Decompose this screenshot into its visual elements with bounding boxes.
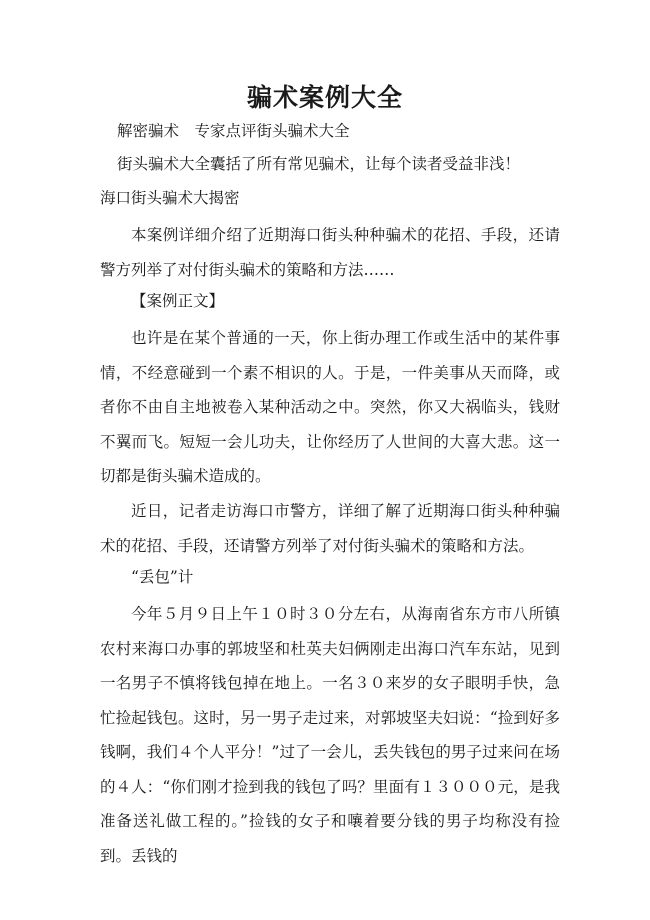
intro-line: 街头骗术大全囊括了所有常见骗术，让每个读者受益非浅！ bbox=[117, 155, 521, 173]
document-title: 骗术案例大全 bbox=[246, 83, 403, 112]
body-paragraph-2: 近日，记者走访海口市警方，详细了解了近期海口街头种种骗术的花招、手段，还请警方列举了对付街头骗术的策略和方法。 bbox=[100, 502, 560, 555]
case-label: 【案例正文】 bbox=[131, 292, 225, 310]
body-paragraph-3: 今年５月９日上午１０时３０分左右，从海南省东方市八所镇农村来海口办事的郭坡坚和杜英夫妇俩刚走出海口汽车东站，见到一名男子不慎将钱包掉在地上。一名３０来岁的女子眼明手快，急忙捡起钱包。这时，另一男子走过来，对郭坡坚夫妇说：“捡到好多钱啊，我们４个人平分！”过了一会儿，丢失钱包的男子过来问在场的４人：“你们刚才捡到我的钱包了吗？里面有１３０００元，是我准备送礼做工程的。”捡钱的女子和嚷着要分钱的男子均称没有捡到。丢钱的 bbox=[100, 605, 560, 865]
trick-heading: “丢包”计 bbox=[131, 568, 194, 586]
summary-paragraph: 本案例详细介绍了近期海口街头种种骗术的花招、手段，还请警方列举了对付街头骗术的策略和方法…… bbox=[100, 226, 560, 279]
document-subtitle: 解密骗术 专家点评街头骗术大全 bbox=[117, 122, 350, 140]
section-heading: 海口街头骗术大揭密 bbox=[100, 189, 240, 207]
body-paragraph-1: 也许是在某个普通的一天，你上街办理工作或生活中的某件事情，不经意碰到一个素不相识的人。于是，一件美事从天而降，或者你不由自主地被卷入某种活动之中。突然，你又大祸临头，钱财不翼而飞。短短一会儿功夫，让你经历了人世间的大喜大悲。这一切都是街头骗术造成的。 bbox=[100, 329, 560, 485]
